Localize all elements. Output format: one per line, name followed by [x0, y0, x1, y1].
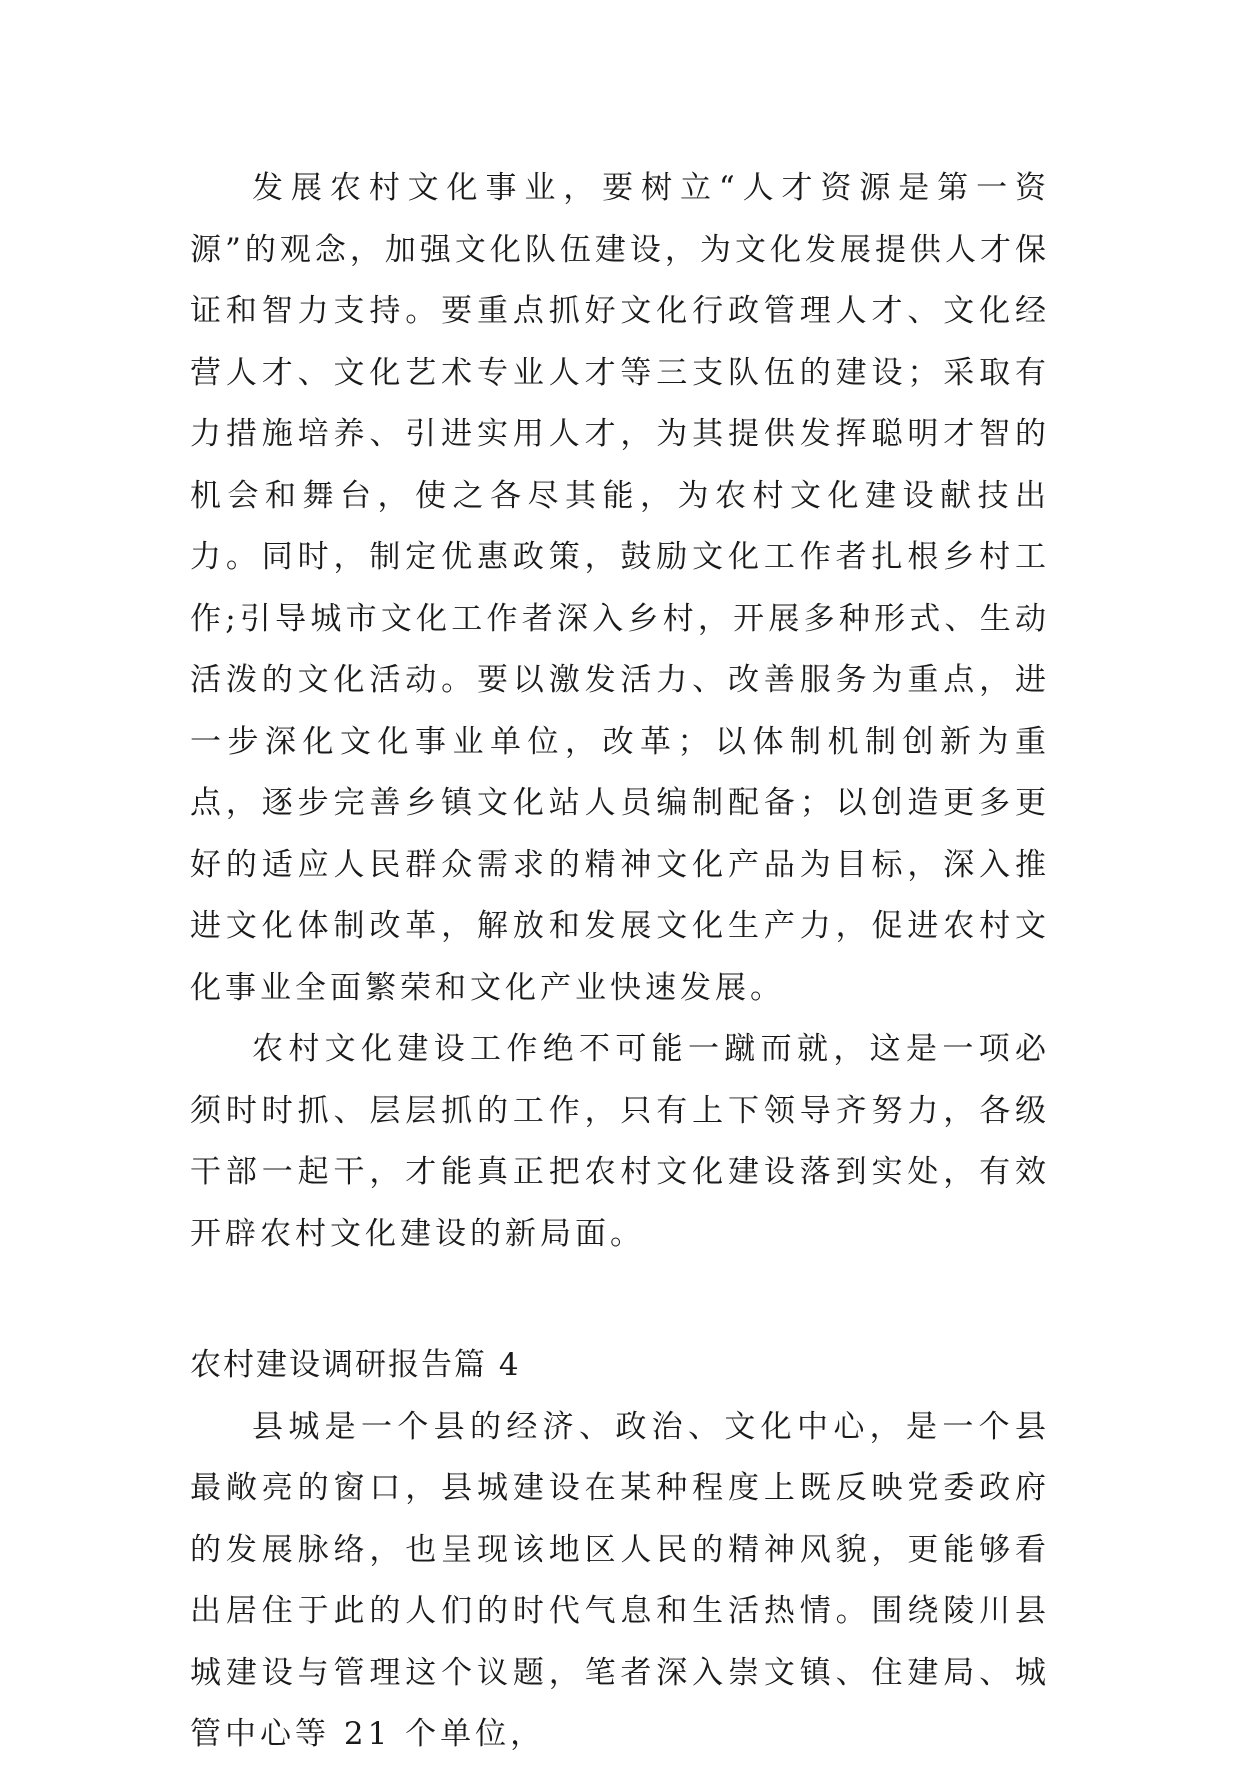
body-paragraph-talent-development: 发展农村文化事业，要树立“人才资源是第一资源”的观念，加强文化队伍建设，为文化发展提供人才保证和智力支持。要重点抓好文化行政管理人才、文化经营人才、文化艺术专业人才等三支队伍的建设；采取有力措施培养、引进实用人才，为其提供发挥聪明才智的机会和舞台，使之各尽其能，为农村文化建设献技出力。同时，制定优惠政策，鼓励文化工作者扎根乡村工作;引导城市文化工作者深入乡村，开展多种形式、生动活泼的文化活动。要以激发活力、改善服务为重点，进一步深化文化事业单位，改革；以体制机制创新为重点，逐步完善乡镇文化站人员编制配备；以创造更多更好的适应人民群众需求的精神文化产品为目标，深入推进文化体制改革，解放和发展文化生产力，促进农村文化事业全面繁荣和文化产业快速发展。 [190, 170, 1050, 1006]
body-paragraph-rural-culture-work: 农村文化建设工作绝不可能一蹴而就，这是一项必须时时抓、层层抓的工作，只有上下领导齐努力，各级干部一起干，才能真正把农村文化建设落到实处，有效开辟农村文化建设的新局面。 [190, 1031, 1050, 1252]
document-body [190, 158, 1050, 1766]
section-heading: 农村建设调研报告篇 4 [190, 1347, 521, 1383]
body-paragraph-county-construction: 县城是一个县的经济、政治、文化中心，是一个县最敞亮的窗口，县城建设在某种程度上既反映党委政府的发展脉络，也呈现该地区人民的精神风貌，更能够看出居住于此的人们的时代气息和生活热情。围绕陵川县城建设与管理这个议题，笔者深入崇文镇、住建局、城管中心等 21 个单位， [190, 1408, 1050, 1752]
